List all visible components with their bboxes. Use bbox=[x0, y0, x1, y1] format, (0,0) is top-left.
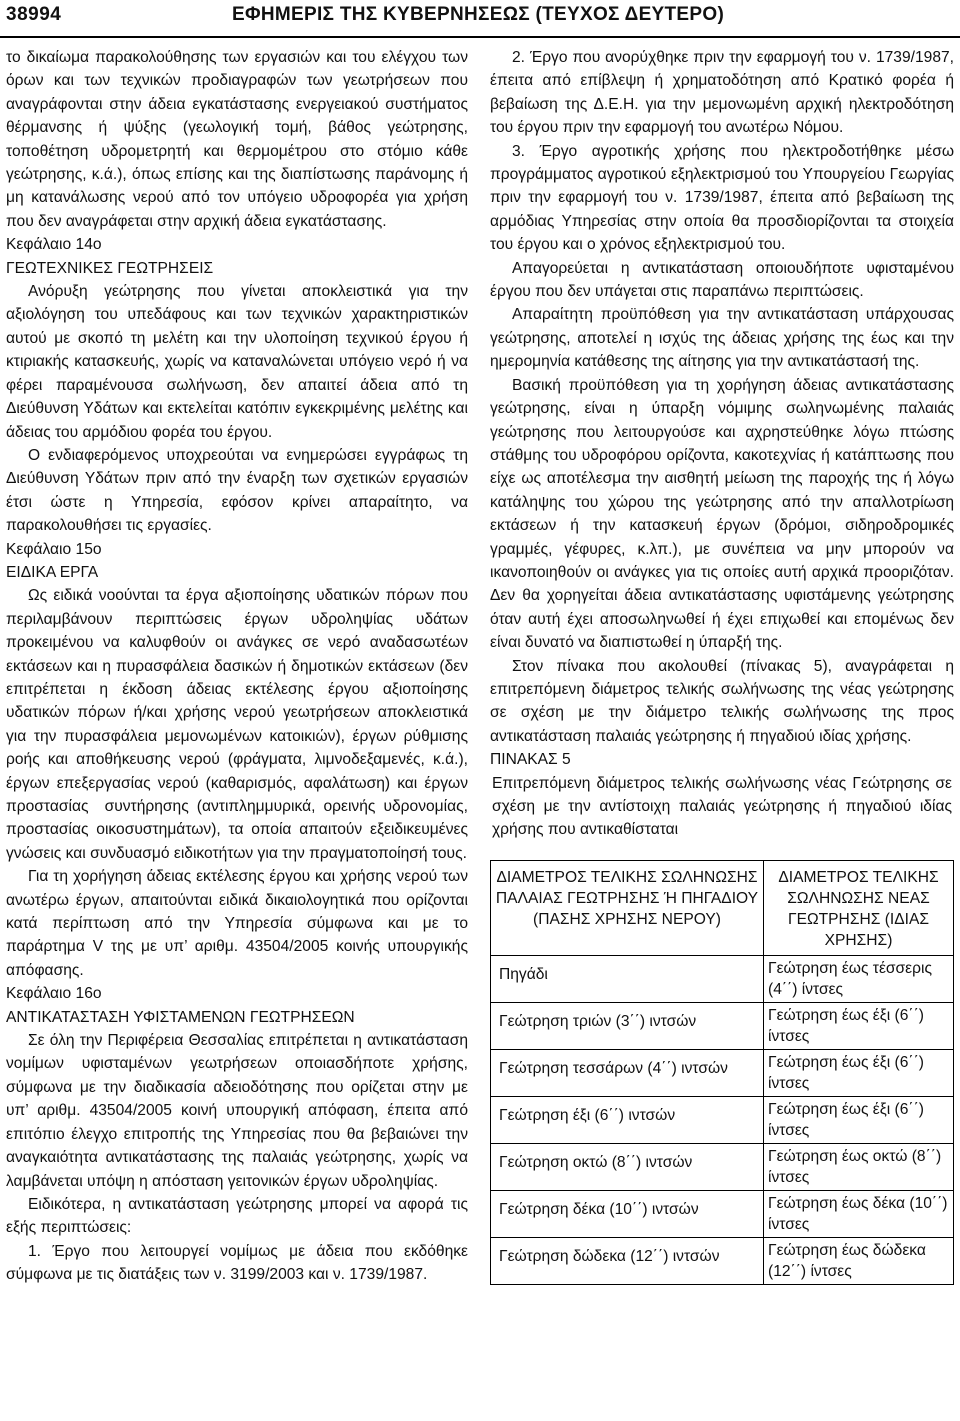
table-cell-old: Γεώτρηση δέκα (10΄΄) ιντσών bbox=[491, 1190, 764, 1237]
paragraph: Ως ειδικά νοούνται τα έργα αξιοποίησης υδατικών πόρων που περιλαμβάνουν περιπτώσεις έργων υδροληψίας υδάτων προκειμένου να καλυφθούν οι ανάγκες σε νερό αναδασωτέων εκτάσεων και η πυρασφάλεια δασικών ή δημοτικών εκτάσεων (δεν επιτρέπεται η έκδοση άδειας εκτέλεσης έργου αξιοποίησης υδατικών πόρων ή/και χρήσης νερού γεωτρήσεων αποκλειστικά για την πυρασφάλεια μεμονωμένων κατοικιών), έργων ρύθμισης ροής και αποθήκευσης νερού (φράγματα, λιμνοδεξαμενές, κ.ά.), έργων επεξεργασίας νερού (καθαρισμός, αφαλάτωση) και έργων προστασίας συντήρησης (αντιπλημμυρικά, ορεινής υδρονομίας, προστασίας οικοσυστημάτων), τα οποία απαιτούν εξειδικευμένες γνώσεις και συνδυασμό ειδικοτήτων για την πραγματοποίησή τους. bbox=[6, 587, 468, 862]
paragraph: Ειδικότερα, η αντικατάσταση γεώτρησης μπορεί να αφορά τις εξής περιπτώσεις: bbox=[6, 1195, 468, 1237]
paragraph: 3. Έργο αγροτικής χρήσης που ηλεκτροδοτήθηκε μέσω προγράμματος αγροτικού εξηλεκτρισμού του Υπουργείου Γεωργίας πριν την εφαρμογή του ν. 1739/1987, έπειτα από βεβαίωση της αρμόδιας Υπηρεσίας στην οποία θα προσδιορίζονται τα στοιχεία του έργου και ο χρόνος εξηλεκτρισμού του. bbox=[490, 142, 954, 254]
table-cell-old: Γεώτρηση έξι (6΄΄) ιντσών bbox=[491, 1096, 764, 1143]
paragraph: Ο ενδιαφερόμενος υποχρεούται να ενημερώσει εγγράφως τη Διεύθυνση Υδάτων πριν από την έναρξη των σχετικών εργασιών έτσι ώστε η Υπηρεσία, εφόσον κρίνει απαραίτητο, να παρακολουθήσει τις εργασίες. bbox=[6, 446, 468, 535]
table-caption: ΠΙΝΑΚΑΣ 5 bbox=[490, 751, 571, 769]
table-cell-old: Γεώτρηση τριών (3΄΄) ιντσών bbox=[491, 1002, 764, 1049]
table-cell-old: Πηγάδι bbox=[491, 955, 764, 1002]
paragraph: 1. Έργο που λειτουργεί νομίμως με άδεια που εκδόθηκε σύμφωνα με τις διατάξεις των ν. 3199/2003 και ν. 1739/1987. bbox=[6, 1242, 468, 1284]
table-cell-new: Γεώτρηση έως έξι (6΄΄) ίντσες bbox=[764, 1096, 954, 1143]
chapter-number: Κεφάλαιο 15ο bbox=[6, 540, 102, 558]
table-cell-new: Γεώτρηση έως δώδεκα (12΄΄) ίντσες bbox=[764, 1237, 954, 1284]
pipe-diameter-table bbox=[490, 860, 954, 1285]
chapter-number: Κεφάλαιο 14ο bbox=[6, 236, 102, 254]
chapter-title: ΓΕΩΤΕΧΝΙΚΕΣ ΓΕΩΤΡΗΣΕΙΣ bbox=[6, 259, 214, 277]
paragraph: Βασική προϋπόθεση για τη χορήγηση άδειας αντικατάστασης γεώτρησης, είναι η ύπαρξη νόμιμης σωληνωμένης παλαιάς γεώτρησης που λειτουργούσε και αχρηστεύθηκε λόγω πτώσης στάθμης του υδροφόρου ορίζοντα, κακοτεχνίας ή κατάπτωσης που είχε ως αποτέλεσμα την αισθητή μείωση της παροχής της ή λόγω κατάληψης του χώρου της γεώτρησης από την απαλλοτρίωση εκτάσεων ή την κατασκευή έργων (δρόμοι, σιδηροδρομικές γραμμές, γέφυρες, κ.λπ.), με συνέπεια να μην μπορούν να ικανοποιηθούν οι ανάγκες για τις οποίες αυτή αρχικά προοριζόταν. Δεν θα χορηγείται άδεια αντικατάστασης υφιστάμενης γεώτρησης όταν αυτή έχει αποσωληνωθεί ή έχει επιχωθεί και επομένως δεν είναι δυνατό να διαπιστωθεί η ύπαρξή της. bbox=[490, 376, 954, 652]
paragraph: Απαγορεύεται η αντικατάσταση οποιουδήποτε υφισταμένου έργου που δεν υπάγεται στις παραπάνω περιπτώσεις. bbox=[490, 259, 954, 301]
table-cell-new: Γεώτρηση έως έξι (6΄΄) ίντσες bbox=[764, 1049, 954, 1096]
table-cell-new: Γεώτρηση έως έξι (6΄΄) ίντσες bbox=[764, 1002, 954, 1049]
table-row bbox=[491, 955, 954, 1002]
table-header-old: ΔΙΑΜΕΤΡΟΣ ΤΕΛΙΚΗΣ ΣΩΛΗΝΩΣΗΣ ΠΑΛΑΙΑΣ ΓΕΩΤΡΗΣΗΣ Ή ΠΗΓΑΔΙΟΥ (ΠΑΣΗΣ ΧΡΗΣΗΣ ΝΕΡΟΥ) bbox=[491, 860, 764, 955]
paragraph: Ανόρυξη γεώτρησης που γίνεται αποκλειστικά για την αξιολόγηση του υπεδάφους και των τεχνικών χαρακτηριστικών αυτού με σκοπό τη μελέτη και την υλοποίηση τεχνικού έργου ή κτιριακής κατασκευής, χωρίς να καταναλώνεται υπόγειο νερό ή να φέρει παραμένουσα σωλήνωση, δεν απαιτεί άδεια από τη Διεύθυνση Υδάτων και εκτελείται κατόπιν εγκεκριμένης μελέτης και άδειας του αρμόδιου φορέα του έργου. bbox=[6, 283, 468, 441]
paragraph: το δικαίωμα παρακολούθησης των εργασιών και του ελέγχου των όρων και των τεχνικών προδιαγραφών των γεωτρήσεων που αναγράφονται στην άδεια εγκατάστασης ενεργειακού συστήματος θέρμανσης ή ψύξης (γεωλογική τομή, βάθος γεώτρησης, τοποθέτηση υδρομετρητή και θερμομέτρου στο στόμιο κάθε γεώτρησης, κ.ά.), όπως επίσης και της διαπίστωσης παράνομης ή μη κατανάλωσης νερού από τον υπόγειο υδροφορέα για χρήση που δεν αναγράφεται στην αρχική άδεια εγκατάστασης. bbox=[6, 49, 468, 230]
right-column bbox=[490, 46, 954, 1285]
table-cell-new: Γεώτρηση έως δέκα (10΄΄) ίντσες bbox=[764, 1190, 954, 1237]
paragraph: Στον πίνακα που ακολουθεί (πίνακας 5), αναγράφεται η επιτρεπόμενη διάμετρος τελικής σωλήνωσης της νέας γεώτρησης σε σχέση με την διάμετρο τελικής σωλήνωσης της προς αντικατάσταση παλαιάς γεώτρησης ή πηγαδιού ιδίας χρήσης. bbox=[490, 657, 954, 745]
table-cell-new: Γεώτρηση έως οκτώ (8΄΄) ίντσες bbox=[764, 1143, 954, 1190]
page-header bbox=[0, 0, 960, 38]
table-cell-old: Γεώτρηση τεσσάρων (4΄΄) ιντσών bbox=[491, 1049, 764, 1096]
chapter-number: Κεφάλαιο 16ο bbox=[6, 985, 102, 1003]
table-header-new: ΔΙΑΜΕΤΡΟΣ ΤΕΛΙΚΗΣ ΣΩΛΗΝΩΣΗΣ ΝΕΑΣ ΓΕΩΤΡΗΣΗΣ (ΙΔΙΑΣ ΧΡΗΣΗΣ) bbox=[764, 860, 954, 955]
paragraph: Απαραίτητη προϋπόθεση για την αντικατάσταση υπάρχουσας γεώτρησης, αποτελεί η ισχύς της άδειας χρήσης της έως και την ημερομηνία κατάθεσης της αίτησης για την αντικατάστασή της. bbox=[490, 306, 954, 371]
table-subtitle: Επιτρεπόμενη διάμετρος τελικής σωλήνωσης νέας Γεώτρησης σε σχέση με την αντίστοιχη παλαιάς γεώτρησης ή πηγαδιού ιδίας χρήσης που αντικαθίσταται bbox=[492, 774, 952, 839]
table-cell-new: Γεώτρηση έως τέσσερις (4΄΄) ίντσες bbox=[764, 955, 954, 1002]
paragraph: 2. Έργο που ανορύχθηκε πριν την εφαρμογή του ν. 1739/1987, έπειτα από επίβλεψη ή χρηματοδότηση από Κρατικό φορέα ή βεβαίωση της Δ.Ε.Η. για την μεμονωμένη αρχική ηλεκτροδότηση του έργου πριν την εφαρμογή του ανωτέρω Νόμου. bbox=[490, 49, 954, 137]
table-row bbox=[491, 1143, 954, 1190]
table-cell-old: Γεώτρηση οκτώ (8΄΄) ιντσών bbox=[491, 1143, 764, 1190]
journal-title: ΕΦΗΜΕΡΙΣ ΤΗΣ ΚΥΒΕΡΝΗΣΕΩΣ (ΤΕΥΧΟΣ ΔΕΥΤΕΡΟ) bbox=[232, 4, 725, 25]
table-row bbox=[491, 1237, 954, 1284]
left-column bbox=[6, 46, 468, 1287]
table-row bbox=[491, 1190, 954, 1237]
chapter-title: ΑΝΤΙΚΑΤΑΣΤΑΣΗ ΥΦΙΣΤΑΜΕΝΩΝ ΓΕΩΤΡΗΣΕΩΝ bbox=[6, 1008, 355, 1026]
paragraph: Σε όλη την Περιφέρεια Θεσσαλίας επιτρέπεται η αντικατάσταση νομίμων υφισταμένων γεωτρήσεων οποιασδήποτε χρήσης, σύμφωνα με την διαδικασία αδειοδότησης που ορίζεται στην με υπ’ αριθμ. 43504/2005 κοινή υπουργική απόφαση, έπειτα από επιτόπιο έλεγχο επιτροπής της Υπηρεσίας που θα βεβαιώνει την αναγκαιότητα αντικατάστασης της παλαιάς γεώτρησης, χωρίς να λαμβάνεται υπόψη η απόσταση γειτονικών έργων υδροληψίας. bbox=[6, 1032, 468, 1190]
table-row bbox=[491, 1049, 954, 1096]
table-header-row bbox=[491, 860, 954, 955]
table-row bbox=[491, 1002, 954, 1049]
page-number: 38994 bbox=[6, 4, 62, 25]
paragraph: Για τη χορήγηση άδειας εκτέλεσης έργου και χρήσης νερού των ανωτέρω έργων, απαιτούνται ειδικά δικαιολογητικά που ορίζονται κατά περίπτωση από την Υπηρεσία σύμφωνα και με το παράρτημα V της με υπ’ αριθμ. 43504/2005 κοινής υπουργικής απόφασης. bbox=[6, 868, 468, 979]
chapter-title: ΕΙΔΙΚΑ ΕΡΓΑ bbox=[6, 563, 99, 581]
table-row bbox=[491, 1096, 954, 1143]
table-cell-old: Γεώτρηση δώδεκα (12΄΄) ιντσών bbox=[491, 1237, 764, 1284]
